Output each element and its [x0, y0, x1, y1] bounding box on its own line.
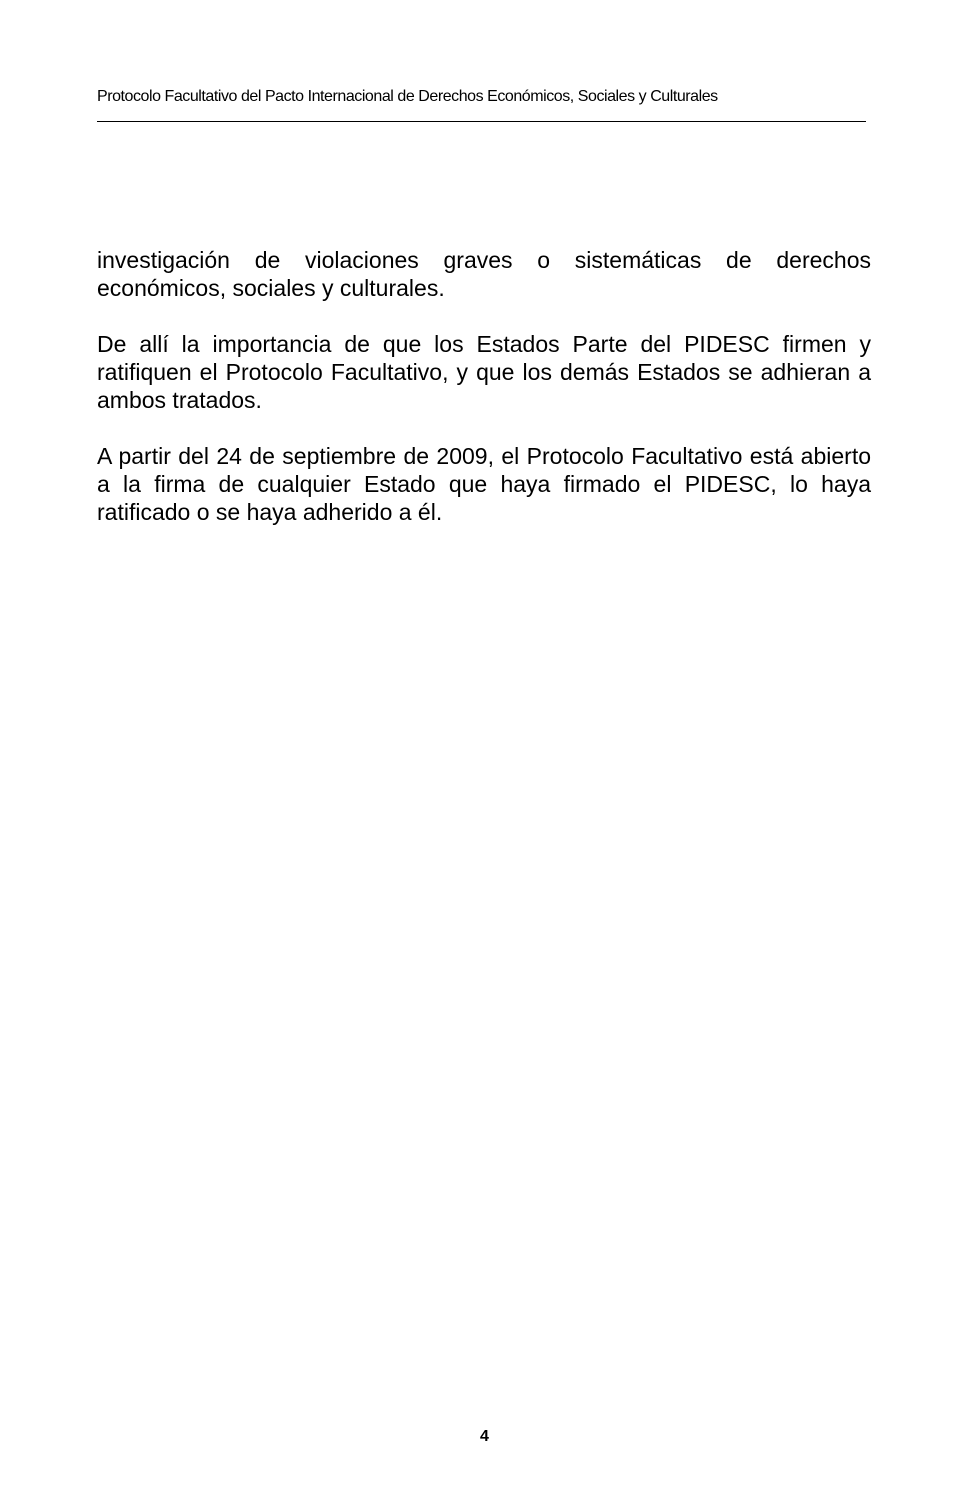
paragraph: De allí la importancia de que los Estados Parte del PIDESC firmen y ratifiquen el Protocolo Facultativo, y que los demás Estados se adhieran a ambos tratados.	[97, 331, 871, 413]
page-number: 4	[480, 1428, 489, 1445]
header-rule	[97, 121, 866, 122]
paragraph: A partir del 24 de septiembre de 2009, el Protocolo Facultativo está abierto a la firma de cualquier Estado que haya firmado el PIDESC, lo haya ratificado o se haya adherido a él.	[97, 443, 871, 525]
running-header	[97, 87, 867, 122]
paragraph: investigación de violaciones graves o sistemáticas de derechos económicos, sociales y culturales.	[97, 247, 871, 301]
body-text	[97, 246, 871, 554]
header-title: Protocolo Facultativo del Pacto Internacional de Derechos Económicos, Sociales y Culturales	[97, 88, 718, 105]
